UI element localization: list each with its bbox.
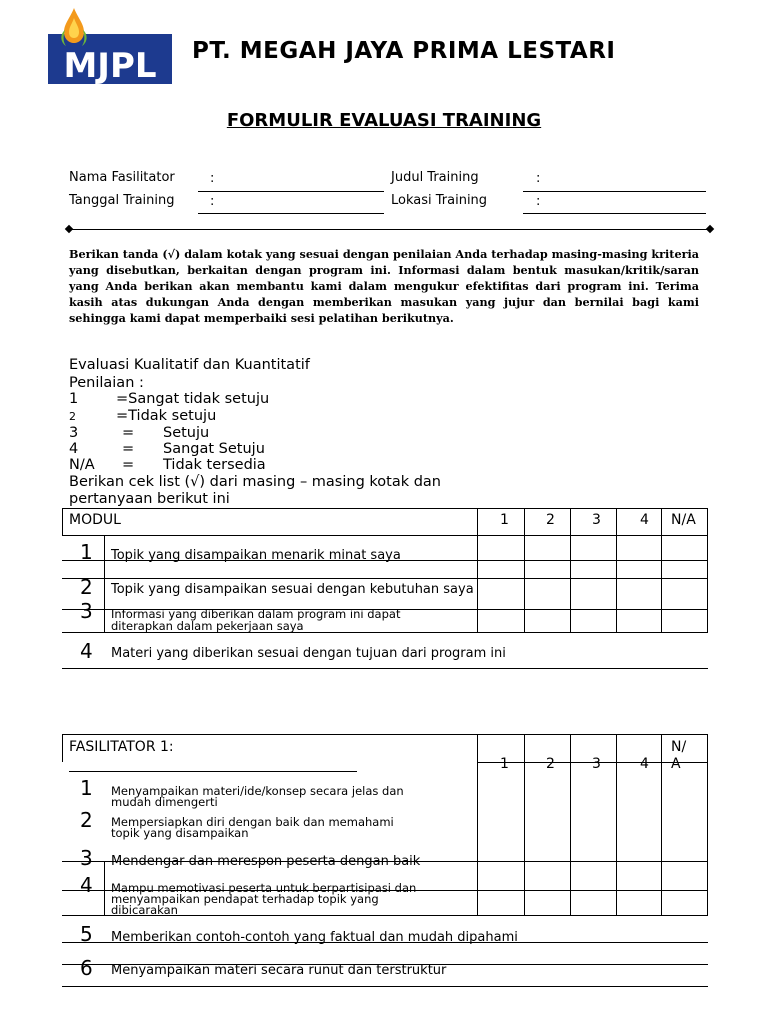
question-text: dibicarakan bbox=[111, 903, 178, 917]
scale-key: 4 bbox=[69, 441, 79, 457]
col-header-1: 1 bbox=[500, 512, 509, 528]
question-text: Mampu memotivasi peserta untuk berpartisipasi dan bbox=[111, 881, 417, 895]
colon: : bbox=[210, 171, 215, 186]
row-number: 2 bbox=[80, 808, 93, 832]
question-text: topik yang disampaikan bbox=[111, 826, 249, 840]
question-text: Memberikan contoh-contoh yang faktual dan mudah dipahami bbox=[111, 930, 518, 945]
form-title-text: FORMULIR EVALUASI TRAINING bbox=[226, 110, 542, 131]
label-lokasi-training: Lokasi Training bbox=[391, 193, 488, 208]
label-judul-training: Judul Training bbox=[391, 170, 479, 185]
col-header-2: 2 bbox=[546, 756, 555, 772]
penilaian-label: Penilaian : bbox=[69, 375, 144, 391]
question-text: menyampaikan pendapat terhadap topik yang bbox=[111, 892, 379, 906]
question-text: Menyampaikan materi/ide/konsep secara jelas dan bbox=[111, 784, 404, 798]
diamond-icon bbox=[706, 225, 714, 233]
row-number: 3 bbox=[80, 599, 93, 623]
scale-eq: =Tidak setuju bbox=[116, 408, 217, 424]
modul-header: MODUL bbox=[69, 512, 121, 528]
scale-eq: = bbox=[122, 441, 135, 457]
table-line bbox=[104, 535, 105, 632]
table-line bbox=[62, 986, 708, 987]
col-header-na: N/A bbox=[671, 512, 696, 528]
scale-key: 1 bbox=[69, 391, 79, 407]
table-line bbox=[524, 508, 525, 632]
row-number: 5 bbox=[80, 922, 93, 946]
form-title bbox=[0, 110, 768, 131]
table-line bbox=[62, 734, 63, 762]
scale-eq: =Sangat tidak setuju bbox=[116, 391, 270, 407]
table-line bbox=[616, 508, 617, 632]
col-header-na: A bbox=[671, 756, 681, 772]
table-line bbox=[707, 734, 708, 915]
table-line bbox=[616, 734, 617, 915]
table-line bbox=[62, 578, 708, 579]
col-header-2: 2 bbox=[546, 512, 555, 528]
question-text: Topik yang disampaikan menarik minat saya bbox=[111, 548, 401, 563]
table-line bbox=[477, 508, 478, 632]
question-text: Mendengar dan merespon peserta dengan baik bbox=[111, 854, 421, 869]
label-nama-fasilitator: Nama Fasilitator bbox=[69, 170, 175, 185]
table-line bbox=[661, 734, 662, 915]
instruction-line-2: pertanyaan berikut ini bbox=[69, 491, 230, 507]
intro-paragraph: Berikan tanda (√) dalam kotak yang sesuai dengan penilaian Anda terhadap masing-masing kriteria yang disebutkan, berkaitan dengan program ini. Informasi dalam bentuk masukan/kritik/saran yang Anda berikan akan membantu kami dalam mengukur efektifitas dari program ini. Terima kasih atas dukungan Anda dengan memberikan masukan yang jujur dan bernilai bagi kami sehingga kami dapat memperbaiki sesi pelatihan berikutnya. bbox=[69, 247, 699, 325]
table-line bbox=[62, 668, 708, 669]
question-text: Mempersiapkan diri dengan baik dan memahami bbox=[111, 815, 394, 829]
company-name: PT. MEGAH JAYA PRIMA LESTARI bbox=[192, 38, 616, 64]
row-number: 2 bbox=[80, 575, 93, 599]
question-text: Materi yang diberikan sesuai dengan tujuan dari program ini bbox=[111, 646, 506, 661]
question-text: Informasi yang diberikan dalam program ini dapat bbox=[111, 607, 401, 621]
col-header-3: 3 bbox=[592, 756, 601, 772]
label-tanggal-training: Tanggal Training bbox=[69, 193, 175, 208]
col-header-4: 4 bbox=[640, 512, 649, 528]
col-header-1: 1 bbox=[500, 756, 509, 772]
scale-eq: = bbox=[122, 457, 135, 473]
row-number: 6 bbox=[80, 956, 93, 980]
col-header-3: 3 bbox=[592, 512, 601, 528]
lokasi-training-field[interactable] bbox=[523, 213, 706, 214]
fasilitator-header: FASILITATOR 1: bbox=[69, 739, 174, 755]
diamond-icon bbox=[65, 225, 73, 233]
question-text: Topik yang disampaikan sesuai dengan kebutuhan saya bbox=[111, 582, 474, 597]
row-number: 1 bbox=[80, 540, 93, 564]
table-line bbox=[477, 734, 478, 915]
table-line bbox=[69, 771, 357, 772]
col-header-na: N/ bbox=[671, 739, 687, 755]
col-header-4: 4 bbox=[640, 756, 649, 772]
row-number: 3 bbox=[80, 846, 93, 870]
divider-line bbox=[68, 229, 710, 230]
instruction-line-1: Berikan cek list (√) dari masing – masing kotak dan bbox=[69, 474, 442, 490]
row-number: 4 bbox=[80, 873, 93, 897]
section-heading: Evaluasi Kualitatif dan Kuantitatif bbox=[69, 357, 310, 373]
scale-key: 3 bbox=[69, 425, 79, 441]
table-line bbox=[524, 734, 525, 915]
question-text: diterapkan dalam pekerjaan saya bbox=[111, 619, 304, 633]
scale-eq: = bbox=[122, 425, 135, 441]
row-number: 1 bbox=[80, 776, 93, 800]
table-line bbox=[62, 535, 708, 536]
judul-training-field[interactable] bbox=[523, 191, 706, 192]
table-line bbox=[570, 734, 571, 915]
table-line bbox=[570, 508, 571, 632]
tanggal-training-field[interactable] bbox=[198, 213, 384, 214]
colon: : bbox=[536, 171, 541, 186]
scale-desc: Tidak tersedia bbox=[163, 457, 266, 473]
scale-key: 2 bbox=[69, 410, 76, 423]
table-line bbox=[661, 508, 662, 632]
scale-key: N/A bbox=[69, 457, 95, 473]
table-line bbox=[62, 508, 63, 535]
question-text: mudah dimengerti bbox=[111, 795, 218, 809]
colon: : bbox=[210, 194, 215, 209]
scale-desc: Sangat Setuju bbox=[163, 441, 265, 457]
table-line bbox=[104, 861, 105, 915]
company-logo bbox=[48, 6, 172, 84]
logo-text: MJPL bbox=[63, 46, 157, 84]
colon: : bbox=[536, 194, 541, 209]
table-line bbox=[62, 508, 708, 509]
nama-fasilitator-field[interactable] bbox=[198, 191, 384, 192]
table-line bbox=[707, 508, 708, 632]
row-number: 4 bbox=[80, 639, 93, 663]
question-text: Menyampaikan materi secara runut dan terstruktur bbox=[111, 963, 447, 978]
table-line bbox=[62, 734, 708, 735]
scale-desc: Setuju bbox=[163, 425, 210, 441]
